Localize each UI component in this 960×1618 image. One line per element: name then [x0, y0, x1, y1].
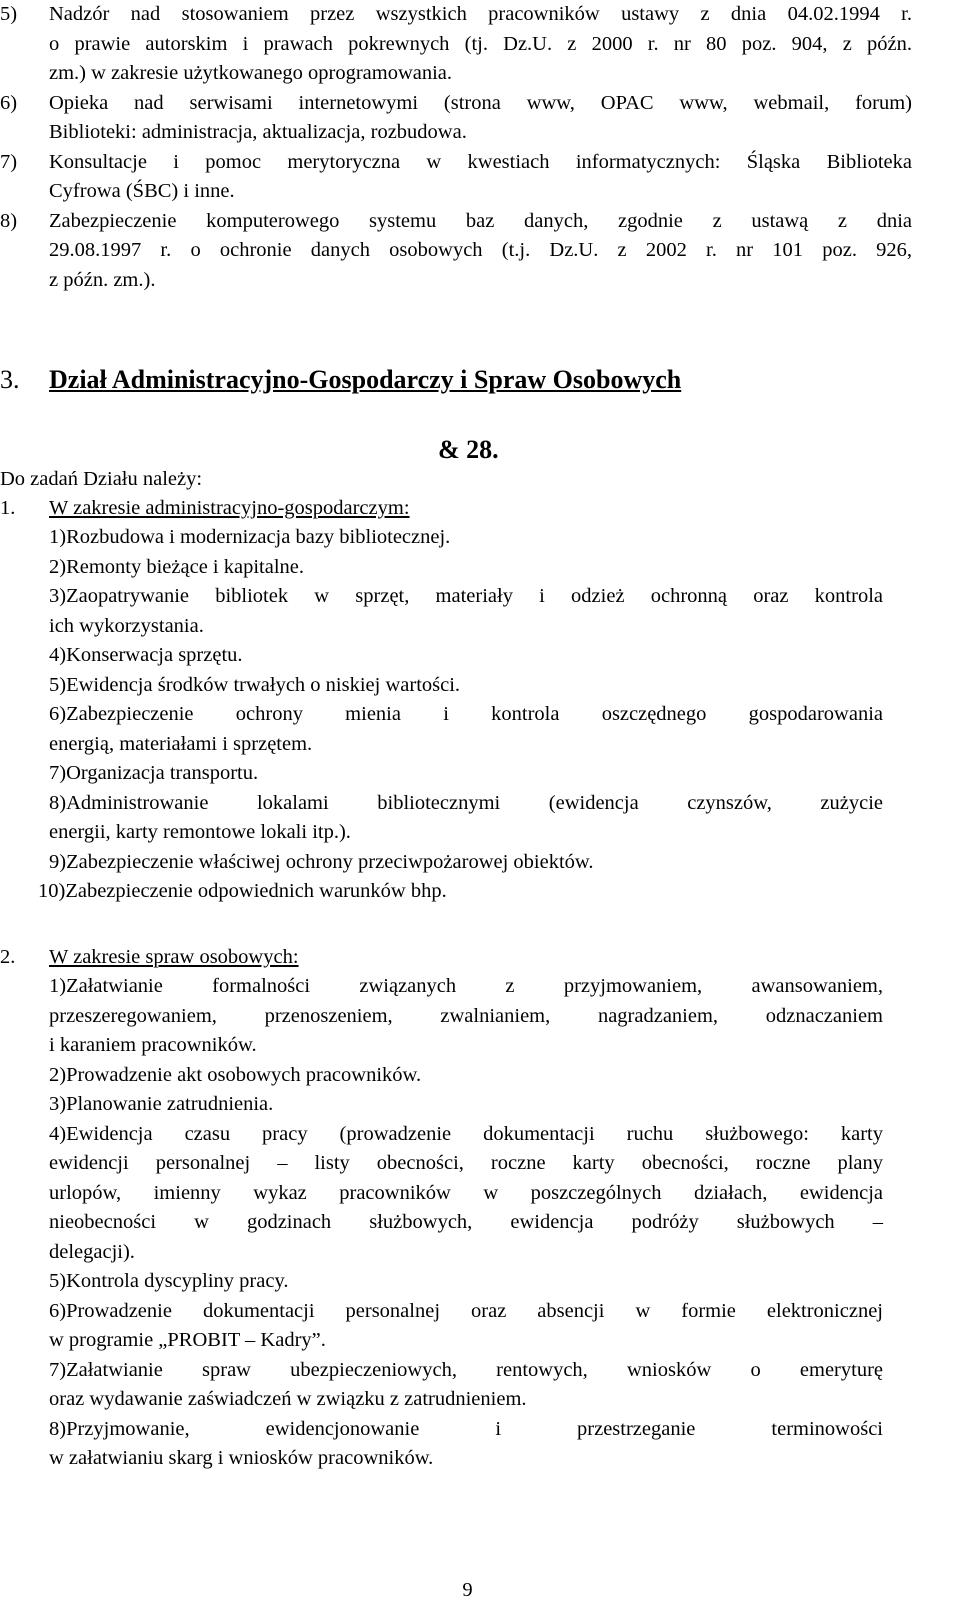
chapter-title: Dział Administracyjno-Gospodarczy i Spraw Osobowych	[49, 365, 682, 394]
list-item-number: 7)	[0, 150, 18, 173]
text-line: energii, karty remontowe lokali itp.).	[49, 821, 351, 843]
text-line: 8)Przyjmowanie, ewidencjonowanie i przestrzeganie terminowości	[49, 1417, 883, 1440]
text-line: ich wykorzystania.	[49, 614, 204, 637]
text-line: Opieka nad serwisami internetowymi (strona www, OPAC www, webmail, forum)	[49, 91, 912, 114]
text-line: nieobecności w godzinach służbowych, ewidencja podróży służbowych –	[49, 1211, 883, 1233]
paragraph-mark: & 28.	[438, 435, 499, 464]
text-line: Cyfrowa (ŚBC) i inne.	[49, 180, 235, 202]
text-line: zm.) w zakresie użytkowanego oprogramowania.	[49, 62, 453, 84]
section1-heading	[0, 494, 912, 524]
text-line: 4)Konserwacja sprzętu.	[49, 644, 243, 666]
section1-title: W zakresie administracyjno-gospodarczym:	[49, 497, 410, 519]
text-line: 6)Prowadzenie dokumentacji personalnej oraz absencji w formie elektronicznej	[49, 1299, 883, 1322]
text-line: przeszeregowaniem, przenoszeniem, zwalnianiem, nagradzaniem, odznaczaniem	[49, 1004, 883, 1027]
text-line: 6)Zabezpieczenie ochrony mienia i kontrola oszczędnego gospodarowania	[49, 703, 883, 725]
text-line: energią, materiałami i sprzętem.	[49, 732, 313, 755]
text-line: 3)Planowanie zatrudnienia.	[49, 1093, 274, 1115]
list-item-number: 5)	[0, 3, 18, 25]
text-line: 10)Zabezpieczenie odpowiednich warunków bhp.	[38, 880, 447, 902]
text-line: Konsultacje i pomoc merytoryczna w kwestiach informatycznych: Śląska Biblioteka	[49, 150, 912, 173]
list-item-number: 6)	[0, 91, 18, 114]
text-line: w załatwianiu skarg i wniosków pracowników.	[49, 1447, 434, 1469]
text-line: delegacji).	[49, 1240, 135, 1263]
text-line: 2)Remonty bieżące i kapitalne.	[49, 555, 305, 578]
section1-number: 1.	[0, 497, 16, 519]
text-line: w programie „PROBIT – Kadry”.	[49, 1329, 326, 1351]
text-line: o prawie autorskim i prawach pokrewnych (tj. Dz.U. z 2000 r. nr 80 poz. 904, z późn.	[49, 32, 912, 55]
text-line: 3)Zaopatrywanie bibliotek w sprzęt, materiały i odzież ochronną oraz kontrola	[49, 585, 883, 607]
text-line: 1)Załatwianie formalności związanych z przyjmowaniem, awansowaniem,	[49, 975, 883, 997]
text-line: i karaniem pracowników.	[49, 1034, 257, 1056]
text-line: urlopów, imienny wykaz pracowników w poszczególnych działach, ewidencja	[49, 1181, 883, 1204]
text-line: 8)Administrowanie lokalami bibliotecznymi (ewidencja czynszów, zużycie	[49, 791, 883, 814]
text-line: z późn. zm.).	[49, 268, 156, 291]
text-line: 9)Zabezpieczenie właściwej ochrony przeciwpożarowej obiektów.	[49, 850, 594, 873]
text-line: ewidencji personalnej – listy obecności, roczne karty obecności, roczne plany	[49, 1152, 883, 1174]
text-line: 4)Ewidencja czasu pracy (prowadzenie dokumentacji ruchu służbowego: karty	[49, 1122, 883, 1145]
text-line: 5)Ewidencja środków trwałych o niskiej wartości.	[49, 673, 461, 696]
page-number: 9	[462, 1579, 473, 1601]
section2-number: 2.	[0, 946, 16, 968]
section2-title: W zakresie spraw osobowych:	[49, 946, 299, 968]
text-line: Nadzór nad stosowaniem przez wszystkich pracowników ustawy z dnia 04.02.1994 r.	[49, 3, 912, 25]
chapter-heading	[0, 364, 912, 396]
section2-heading	[0, 943, 912, 973]
text-line: 5)Kontrola dyscypliny pracy.	[49, 1270, 289, 1292]
list-item-number: 8)	[0, 209, 18, 232]
text-line: Biblioteki: administracja, aktualizacja, rozbudowa.	[49, 121, 467, 143]
text-line: oraz wydawanie zaświadczeń w związku z zatrudnieniem.	[49, 1388, 527, 1410]
chapter-number: 3.	[0, 365, 20, 394]
text-line: Zabezpieczenie komputerowego systemu baz danych, zgodnie z ustawą z dnia	[49, 209, 912, 232]
text-line: 29.08.1997 r. o ochronie danych osobowych (t.j. Dz.U. z 2002 r. nr 101 poz. 926,	[49, 239, 912, 261]
text-line: 7)Organizacja transportu.	[49, 762, 259, 784]
text-line: 7)Załatwianie spraw ubezpieczeniowych, rentowych, wniosków o emeryturę	[49, 1358, 883, 1381]
intro-text: Do zadań Działu należy:	[0, 468, 203, 490]
text-line: 2)Prowadzenie akt osobowych pracowników.	[49, 1063, 422, 1086]
text-line: 1)Rozbudowa i modernizacja bazy bibliotecznej.	[49, 526, 451, 548]
